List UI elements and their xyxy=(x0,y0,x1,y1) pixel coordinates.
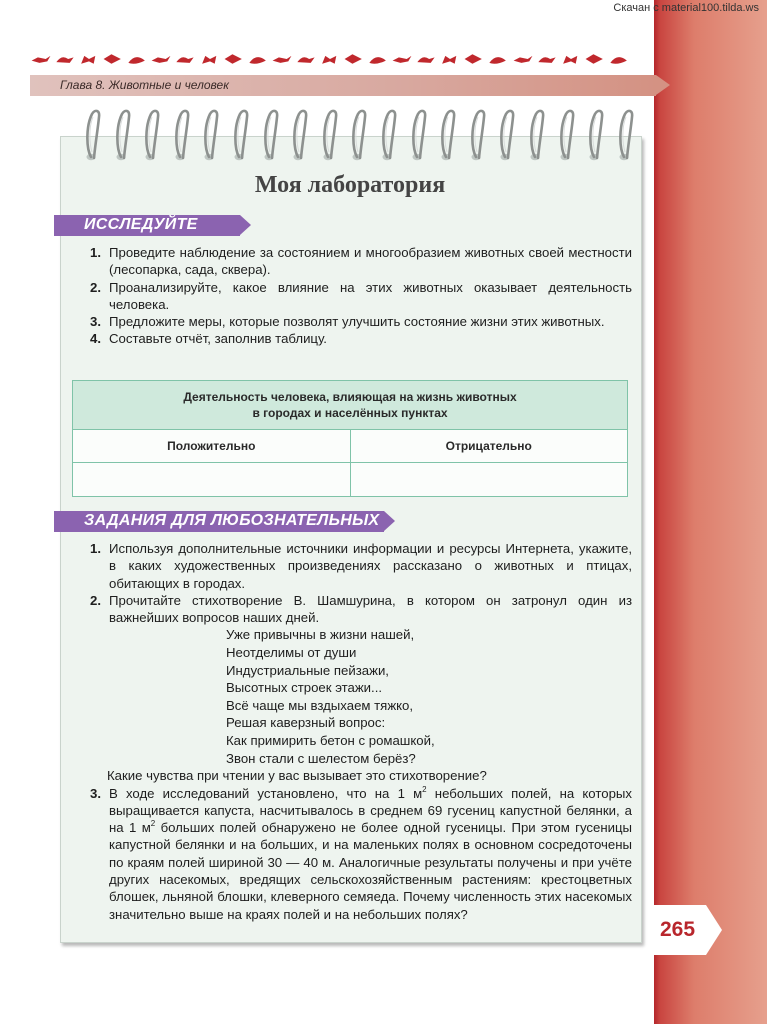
spiral-ring-icon xyxy=(82,108,104,166)
animal-silhouette-icon xyxy=(319,50,341,68)
poem-line: Решая каверзный вопрос: xyxy=(226,715,386,731)
list-item xyxy=(90,785,632,923)
list-item xyxy=(90,330,632,347)
chapter-bar-tail xyxy=(656,75,670,95)
item-text: Прочитайте стихотворение В. Шамшурина, в котором он затронул один из важнейших вопросов наших дней. xyxy=(109,592,632,626)
poem-line: Высотных строек этажи... xyxy=(226,680,383,696)
animal-silhouette-icon xyxy=(126,50,148,68)
column-positive: Положительно xyxy=(73,430,351,463)
animal-silhouette-icon xyxy=(295,50,317,68)
superscript-two: 2 xyxy=(150,819,156,829)
animal-silhouette-strip xyxy=(30,48,630,70)
item-text: Проанализируйте, какое влияние на этих животных оказывает деятельность человека. xyxy=(109,279,632,312)
item-text: Составьте отчёт, заполнив таблицу. xyxy=(109,331,327,347)
animal-silhouette-icon xyxy=(487,50,509,68)
negative-answer-cell[interactable] xyxy=(350,463,628,497)
animal-silhouette-icon xyxy=(223,50,245,68)
spiral-ring-icon xyxy=(585,108,607,166)
spiral-ring-icon xyxy=(319,108,341,166)
poem-line: Неотделимы от души xyxy=(226,645,357,661)
item-number: 4. xyxy=(90,331,101,347)
spiral-ring-icon xyxy=(260,108,282,166)
poem-line: Звон стали с шелестом берёз? xyxy=(226,750,416,766)
spiral-ring-icon xyxy=(526,108,548,166)
list-item xyxy=(90,592,632,627)
animal-silhouette-icon xyxy=(367,50,389,68)
animal-silhouette-icon xyxy=(199,50,221,68)
spiral-ring-icon xyxy=(467,108,489,166)
item-number: 3. xyxy=(90,314,101,330)
spiral-ring-icon xyxy=(496,108,518,166)
spiral-ring-icon xyxy=(378,108,400,166)
lab-title: Моя лаборатория xyxy=(254,172,446,198)
item-number: 2. xyxy=(90,592,101,608)
report-table xyxy=(72,380,628,497)
page-number-tab xyxy=(654,905,706,955)
curious-task-list xyxy=(90,540,632,923)
page-edge-band xyxy=(654,0,767,1024)
animal-silhouette-icon xyxy=(102,50,124,68)
spiral-ring-icon xyxy=(200,108,222,166)
animal-silhouette-icon xyxy=(174,50,196,68)
animal-silhouette-icon xyxy=(584,50,606,68)
item-text: Используя дополнительные источники информации и ресурсы Интернета, укажите, в каких художественных произведениях рассказано о животных и птицах, обитающих в городах. xyxy=(109,541,632,591)
spiral-ring-icon xyxy=(408,108,430,166)
banner-arrow xyxy=(240,215,251,235)
spiral-ring-icon xyxy=(112,108,134,166)
spiral-ring-icon xyxy=(171,108,193,166)
item-text-part: В ходе исследований установлено, что на 1 м xyxy=(109,785,423,801)
curious-tasks-banner xyxy=(54,511,384,532)
poem xyxy=(90,626,632,767)
investigate-banner xyxy=(54,215,240,236)
animal-silhouette-icon xyxy=(54,50,76,68)
poem-line: Как примирить бетон с ромашкой, xyxy=(226,733,435,749)
spiral-ring-icon xyxy=(615,108,637,166)
item-text-part: больших полей обнаружено не более одной гусеницы. При этом гусеницы капустной белянки и на больших, и на маленьких полях в основном сосредоточены по краям полей шириной 30 — 40 м. Аналогичные результаты получены и при учёте других насекомых, вредящих сельскохозяйственным растениям: крестоцветных блошек, льняной блошки, клеверного семяеда. Почему численность этих насекомых значительно выше на краях полей и на небольших полях? xyxy=(109,820,632,922)
report-table-header xyxy=(73,381,628,430)
animal-silhouette-icon xyxy=(343,50,365,68)
animal-silhouette-icon xyxy=(78,50,100,68)
page-number: 265 xyxy=(660,918,696,941)
curious-tasks-banner-label: ЗАДАНИЯ ДЛЯ ЛЮБОЗНАТЕЛЬНЫХ xyxy=(84,512,380,529)
item-number: 3. xyxy=(90,785,101,801)
notebook-spiral-binding xyxy=(62,108,642,168)
list-item xyxy=(90,540,632,592)
animal-silhouette-icon xyxy=(560,50,582,68)
animal-silhouette-icon xyxy=(536,50,558,68)
spiral-ring-icon xyxy=(348,108,370,166)
animal-silhouette-icon xyxy=(415,50,437,68)
positive-answer-cell[interactable] xyxy=(73,463,351,497)
animal-silhouette-icon xyxy=(439,50,461,68)
poem-question: Какие чувства при чтении у вас вызывает это стихотворение? xyxy=(107,768,487,784)
item-text: Предложите меры, которые позволят улучшить состояние жизни этих животных. xyxy=(109,314,605,330)
poem-line: Всё чаще мы вздыхаем тяжко, xyxy=(226,697,414,713)
list-item xyxy=(90,244,632,279)
item-number: 1. xyxy=(90,541,101,556)
column-negative: Отрицательно xyxy=(350,430,628,463)
banner-arrow xyxy=(384,511,395,531)
spiral-ring-icon xyxy=(289,108,311,166)
chapter-title: Глава 8. Животные и человек xyxy=(60,78,229,92)
header-line-1: Деятельность человека, влияющая на жизнь животных xyxy=(183,390,517,404)
investigate-task-list xyxy=(90,244,632,348)
animal-silhouette-icon xyxy=(608,50,630,68)
item-number: 1. xyxy=(90,245,101,260)
list-item xyxy=(90,313,632,330)
page-number-tip xyxy=(706,905,722,955)
spiral-ring-icon xyxy=(141,108,163,166)
item-number: 2. xyxy=(90,279,101,295)
animal-silhouette-icon xyxy=(391,50,413,68)
animal-silhouette-icon xyxy=(463,50,485,68)
spiral-ring-icon xyxy=(230,108,252,166)
header-line-2: в городах и населённых пунктах xyxy=(252,406,448,420)
spiral-ring-icon xyxy=(556,108,578,166)
poem-line: Уже привычны в жизни нашей, xyxy=(226,627,415,643)
item-text-part: небольших полей, на которых выращивается капуста, насчитывалось в среднем 69 гусениц капустной белянки, а на 1 м xyxy=(109,785,632,836)
spiral-ring-icon xyxy=(437,108,459,166)
poem-line: Индустриальные пейзажи, xyxy=(226,662,389,678)
animal-silhouette-icon xyxy=(247,50,269,68)
animal-silhouette-icon xyxy=(150,50,172,68)
superscript-two: 2 xyxy=(422,784,427,794)
animal-silhouette-icon xyxy=(512,50,534,68)
watermark: Скачан с material100.tilda.ws xyxy=(613,2,759,14)
investigate-banner-label: ИССЛЕДУЙТЕ xyxy=(84,216,198,233)
item-text: Проведите наблюдение за состоянием и многообразием животных своей местности (лесопарка, сада, сквера). xyxy=(109,245,632,278)
list-item xyxy=(90,279,632,314)
animal-silhouette-icon xyxy=(271,50,293,68)
chapter-header xyxy=(30,75,656,96)
animal-silhouette-icon xyxy=(30,50,52,68)
